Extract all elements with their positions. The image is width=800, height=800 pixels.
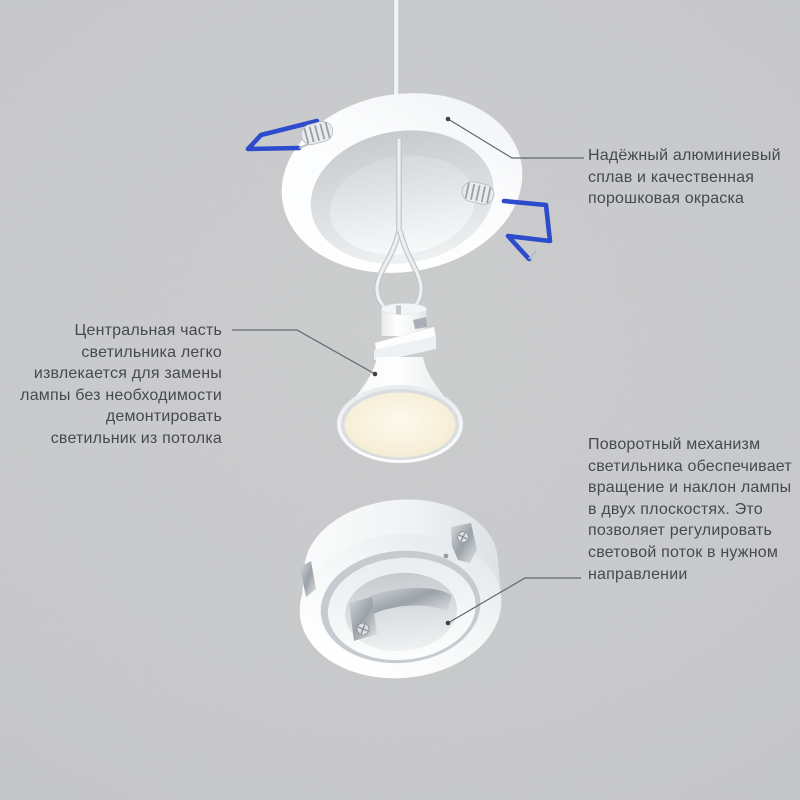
- neck-notch: [396, 306, 401, 315]
- leader-dot-replaceable: [373, 372, 378, 377]
- callout-line: Поворотный механизм: [588, 436, 761, 453]
- ring-hole: [444, 554, 449, 559]
- lens: [345, 393, 456, 458]
- callout-line: вращение и наклон лампы: [588, 479, 792, 497]
- callout-line: в двух плоскостях. Это: [588, 500, 763, 518]
- callout-material: [588, 145, 788, 210]
- suspension-cable: [395, 0, 397, 97]
- callout-line: сплав и качественная: [588, 168, 755, 186]
- callout-line: Надёжный алюминиевый: [588, 147, 781, 164]
- callout-line: светильника обеспечивает: [588, 457, 792, 475]
- callout-line: позволяет регулировать: [588, 522, 773, 540]
- leader-dot-material: [446, 117, 451, 122]
- callout-line: световой поток в нужном: [588, 543, 779, 561]
- leader-dot-rotation: [446, 621, 451, 626]
- callout-line: светильник из потолка: [50, 429, 222, 447]
- callout-line: лампы без необходимости: [20, 386, 222, 404]
- callout-line: порошковая окраска: [588, 190, 745, 208]
- callout-rotation: [588, 434, 798, 585]
- callout-line: направлении: [588, 565, 688, 583]
- callout-line: светильника легко: [81, 343, 222, 361]
- callout-replaceable: [12, 320, 222, 450]
- callout-line: демонтировать: [105, 408, 222, 426]
- callout-line: Центральная часть: [74, 322, 222, 339]
- callout-line: извлекается для замены: [33, 365, 222, 383]
